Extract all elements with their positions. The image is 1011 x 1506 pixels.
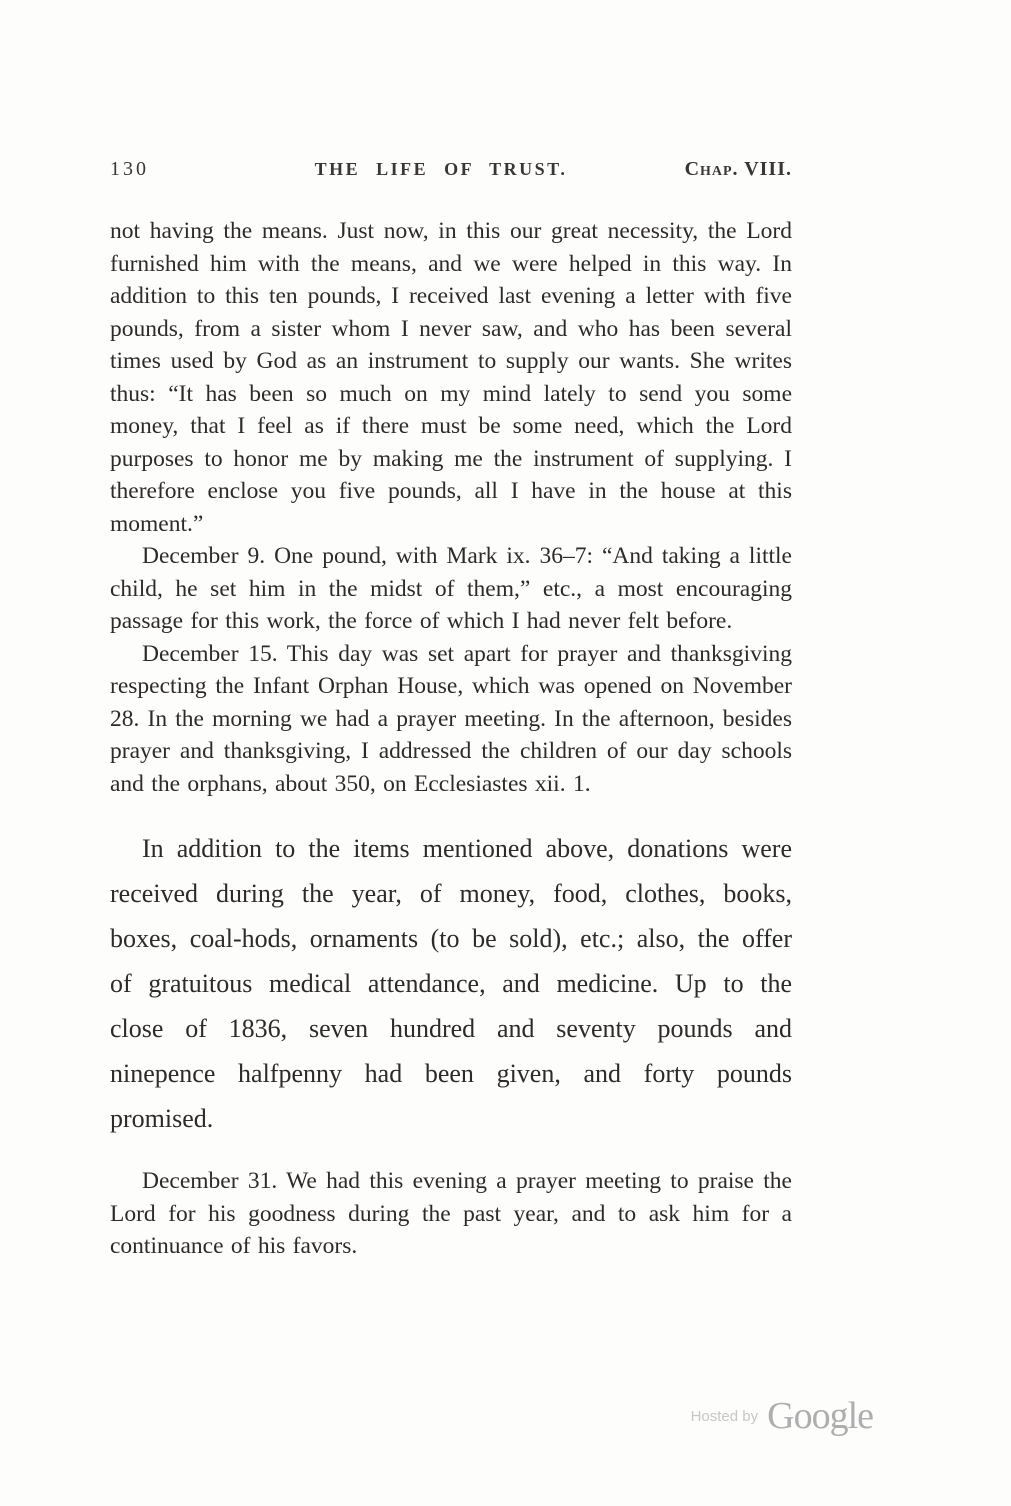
paragraph-4: December 31. We had this evening a prayer meeting to praise the Lord for his goodness during the past year, and to ask him for a continuance of his favors. [110, 1168, 792, 1259]
paragraph-2: December 15. This day was set apart for prayer and thanksgiving respecting the Infant Orphan House, which was opened on November 28. In the morning we had a prayer meeting. In the afternoon, besides prayer and thanksgiving, I addressed the children of our day schools and the orphans, about 350, on Ecclesiastes xii. 1. [110, 640, 792, 797]
hosted-by-watermark [691, 1394, 873, 1438]
page-content [110, 158, 792, 1263]
google-logo: Google [767, 1395, 873, 1437]
hosted-by-label: Hosted by [690, 1407, 759, 1425]
page-body [110, 215, 792, 1263]
paragraph-0: not having the means. Just now, in this our great necessity, the Lord furnished him with the means, and we were helped in this way. In addition to this ten pounds, I received last evening a letter with five pounds, from a sister whom I never saw, and who has been several times used by God as an instrument to supply our wants. She writes thus: “It has been so much on my mind lately to send you some money, that I feel as if there must be some need, which the Lord purposes to honor me by making me the instrument of supplying. I therefore enclose you five pounds, all I have in the house at this moment.” [110, 218, 792, 537]
running-title: THE LIFE OF TRUST. [314, 159, 568, 179]
page-number: 130 [110, 158, 149, 180]
page-header [110, 158, 792, 181]
paragraph-1: December 9. One pound, with Mark ix. 36–7: “And taking a little child, he set him in the midst of them,” etc., a most encouraging passage for this work, the force of which I had never felt before. [110, 543, 792, 634]
paragraph-3: In addition to the items mentioned above, donations were received during the year, of money, food, clothes, books, boxes, coal-hods, ornaments (to be sold), etc.; also, the offer of gratuitous medical attendance, and medicine. Up to the close of 1836, seven hundred and seventy pounds and ninepence halfpenny had been given, and forty pounds promised. [110, 834, 792, 1133]
chapter-label: Chap. VIII. [684, 158, 792, 180]
